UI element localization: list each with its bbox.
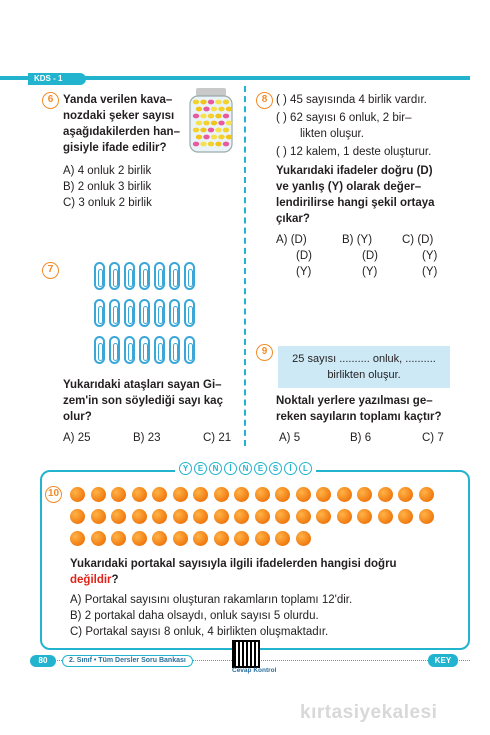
candy-icon	[215, 114, 221, 119]
candy-icon	[218, 107, 224, 112]
paperclip-icon	[184, 299, 195, 327]
question-8-statement-3: ( ) 12 kalem, 1 deste oluşturur.	[276, 146, 432, 158]
q9-option-a[interactable]: A) 5	[279, 432, 301, 444]
q6-option-c[interactable]: C) 3 onluk 2 birlik	[63, 197, 152, 209]
paperclip-icon	[184, 262, 195, 290]
orange-icon	[70, 509, 85, 524]
orange-icon	[91, 531, 106, 546]
candy-icon	[203, 121, 209, 126]
candy-icon	[223, 114, 229, 119]
orange-icon	[255, 531, 270, 546]
answer-check-label: Cevap Kontrol	[232, 667, 277, 674]
q10-option-c[interactable]: C) Portakal sayısı 8 onluk, 4 birlikten oluşmaktadır.	[70, 626, 329, 638]
paperclip-icon	[139, 262, 150, 290]
orange-icon	[152, 509, 167, 524]
candy-icon	[193, 114, 199, 119]
candy-icon	[211, 121, 217, 126]
q10-option-a[interactable]: A) Portakal sayısını oluşturan rakamların toplamı 12'dir.	[70, 594, 353, 606]
candy-icon	[215, 142, 221, 147]
candy-icon	[211, 107, 217, 112]
orange-icon	[193, 531, 208, 546]
new-generation-letter: İ	[284, 462, 297, 475]
new-generation-letter: N	[239, 462, 252, 475]
orange-icon	[70, 531, 85, 546]
question-10-text: Yukarıdaki portakal sayısıyla ilgili ifadelerden hangisi doğru değildir?	[70, 558, 397, 586]
q8-option-b[interactable]: B) (Y) (D) (Y)	[342, 234, 378, 278]
orange-icon	[275, 509, 290, 524]
new-generation-letter: S	[269, 462, 282, 475]
paperclip-icon	[94, 299, 105, 327]
q7-option-c[interactable]: C) 21	[203, 432, 232, 444]
paperclip-icon	[169, 299, 180, 327]
orange-icon	[111, 531, 126, 546]
q10-option-b[interactable]: B) 2 portakal daha olsaydı, onluk sayısı 5 olurdu.	[70, 610, 319, 622]
orange-icon	[296, 531, 311, 546]
question-8-statement-2: ( ) 62 sayısı 6 onluk, 2 bir–	[276, 112, 412, 124]
paperclip-icon	[154, 299, 165, 327]
orange-icon	[398, 487, 413, 502]
candy-icon	[196, 107, 202, 112]
paperclip-icon	[184, 336, 195, 364]
candy-icon	[208, 128, 214, 133]
paperclip-icon	[109, 262, 120, 290]
orange-icon	[70, 487, 85, 502]
orange-icon	[214, 487, 229, 502]
orange-icon	[357, 509, 372, 524]
question-10-options	[70, 592, 352, 640]
candy-icon	[211, 135, 217, 140]
candy-icon	[203, 107, 209, 112]
q9-option-b[interactable]: B) 6	[350, 432, 372, 444]
question-10-negation: değildir	[70, 574, 112, 586]
candy-icon	[200, 142, 206, 147]
question-8-statement-2-cont: likten oluşur.	[300, 128, 364, 140]
candy-icon	[208, 114, 214, 119]
paperclip-icon	[154, 336, 165, 364]
question-8-number: 8	[256, 92, 273, 109]
paperclip-icon	[169, 336, 180, 364]
orange-grid	[70, 487, 450, 549]
question-9-number: 9	[256, 344, 273, 361]
orange-icon	[255, 509, 270, 524]
candy-icon	[208, 142, 214, 147]
candy-icon	[200, 100, 206, 105]
paperclip-icon	[94, 336, 105, 364]
candy-icon	[215, 128, 221, 133]
new-generation-letter: L	[299, 462, 312, 475]
orange-icon	[111, 487, 126, 502]
orange-icon	[193, 487, 208, 502]
orange-icon	[193, 509, 208, 524]
orange-icon	[337, 509, 352, 524]
orange-icon	[214, 509, 229, 524]
paperclip-icon	[124, 262, 135, 290]
new-generation-letter: E	[194, 462, 207, 475]
question-7-number: 7	[42, 262, 59, 279]
paperclip-icon	[94, 262, 105, 290]
orange-icon	[255, 487, 270, 502]
paperclip-icon	[124, 299, 135, 327]
question-6-text: Yanda verilen kava– nozdaki şeker sayısı aşağıdakilerden han– gisiyle ifade edilir?	[63, 94, 180, 154]
question-9-text: Noktalı yerlere yazılması ge– reken sayıların toplamı kaçtır?	[276, 395, 442, 423]
orange-icon	[398, 509, 413, 524]
page-number: 80	[30, 655, 56, 667]
candy-icon	[215, 100, 221, 105]
candy-jar-image	[188, 88, 234, 154]
orange-icon	[234, 531, 249, 546]
orange-icon	[132, 487, 147, 502]
candy-icon	[218, 135, 224, 140]
candy-icon	[208, 100, 214, 105]
orange-icon	[378, 509, 393, 524]
orange-icon	[234, 487, 249, 502]
orange-icon	[419, 509, 434, 524]
question-9-fill-box: 25 sayısı .......... onluk, .......... birlikten oluşur.	[278, 346, 450, 388]
orange-icon	[173, 487, 188, 502]
candy-icon	[226, 135, 232, 140]
column-divider	[244, 86, 246, 446]
question-6-options	[63, 163, 152, 211]
paperclip-icon	[139, 299, 150, 327]
paperclip-icon	[124, 336, 135, 364]
paperclip-icon	[154, 262, 165, 290]
orange-icon	[296, 487, 311, 502]
candy-icon	[196, 135, 202, 140]
new-generation-letter: İ	[224, 462, 237, 475]
orange-icon	[296, 509, 311, 524]
candy-icon	[223, 142, 229, 147]
paperclip-icon	[109, 299, 120, 327]
orange-icon	[234, 509, 249, 524]
candy-icon	[223, 128, 229, 133]
new-generation-letter: E	[254, 462, 267, 475]
candy-icon	[196, 121, 202, 126]
section-badge: KDS - 1	[28, 73, 86, 85]
paperclip-icon	[139, 336, 150, 364]
orange-icon	[111, 509, 126, 524]
watermark: kırtasiyekalesi	[300, 702, 438, 723]
question-8-statement-1: ( ) 45 sayısında 4 birlik vardır.	[276, 94, 427, 106]
book-title: 2. Sınıf • Tüm Dersler Soru Bankası	[62, 655, 193, 667]
new-generation-title	[175, 462, 316, 480]
paperclip-icon	[109, 336, 120, 364]
question-8-text: Yukarıdaki ifadeler doğru (D) ve yanlış (Y) olarak değer– lendirilirse hangi şekil ortaya çıkar?	[276, 165, 435, 225]
orange-icon	[214, 531, 229, 546]
question-7-text: Yukarıdaki ataşları sayan Gi– zem'in son söylediği sayı kaç olur?	[63, 379, 223, 423]
candy-icon	[200, 114, 206, 119]
candy-icon	[193, 128, 199, 133]
candy-icon	[226, 107, 232, 112]
paperclip-icon	[169, 262, 180, 290]
orange-icon	[316, 487, 331, 502]
qr-code-icon[interactable]	[232, 640, 260, 668]
orange-icon	[132, 531, 147, 546]
orange-icon	[132, 509, 147, 524]
q9-option-c[interactable]: C) 7	[422, 432, 444, 444]
orange-icon	[275, 531, 290, 546]
question-6-number: 6	[42, 92, 59, 109]
orange-icon	[152, 531, 167, 546]
orange-icon	[173, 531, 188, 546]
q8-option-c[interactable]: C) (D) (Y) (Y)	[402, 234, 438, 278]
question-10-number: 10	[45, 486, 62, 503]
orange-icon	[337, 487, 352, 502]
q8-option-a[interactable]: A) (D) (D) (Y)	[276, 234, 312, 278]
candy-icon	[226, 121, 232, 126]
orange-icon	[357, 487, 372, 502]
orange-icon	[152, 487, 167, 502]
orange-icon	[173, 509, 188, 524]
orange-icon	[91, 487, 106, 502]
candy-icon	[193, 100, 199, 105]
orange-icon	[275, 487, 290, 502]
orange-icon	[91, 509, 106, 524]
q6-option-a[interactable]: A) 4 onluk 2 birlik	[63, 165, 152, 177]
new-generation-letter: Y	[179, 462, 192, 475]
candy-icon	[200, 128, 206, 133]
q7-option-a[interactable]: A) 25	[63, 432, 91, 444]
candy-icon	[203, 135, 209, 140]
orange-icon	[316, 509, 331, 524]
orange-icon	[378, 487, 393, 502]
new-generation-letter: N	[209, 462, 222, 475]
orange-icon	[419, 487, 434, 502]
candy-icon	[223, 100, 229, 105]
candy-icon	[218, 121, 224, 126]
q6-option-b[interactable]: B) 2 onluk 3 birlik	[63, 181, 152, 193]
candy-icon	[193, 142, 199, 147]
publisher-badge: KEY	[428, 654, 458, 667]
q7-option-b[interactable]: B) 23	[133, 432, 161, 444]
